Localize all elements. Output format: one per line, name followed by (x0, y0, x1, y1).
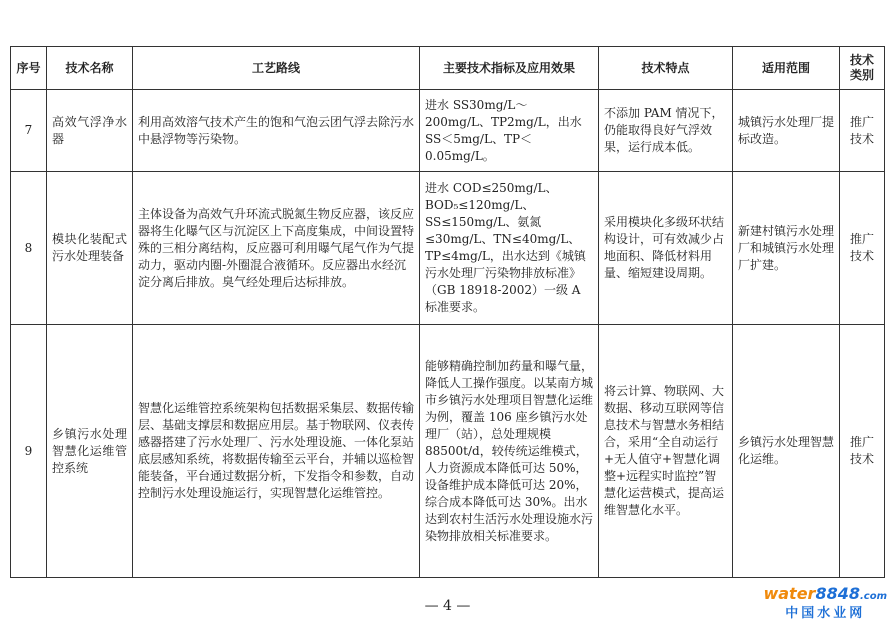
row-process: 利用高效溶气技术产生的饱和气泡云团气浮去除污水中悬浮物等污染物。 (133, 90, 420, 172)
row-scope: 新建村镇污水处理厂和城镇污水处理厂扩建。 (733, 172, 840, 325)
table-header-row (11, 47, 885, 90)
watermark-brand-num: 8848 (815, 584, 860, 603)
row-no: 8 (11, 172, 47, 325)
header-features: 技术特点 (599, 47, 733, 90)
row-indicators: 进水 COD≤250mg/L、BOD₅≤120mg/L、SS≤150mg/L、氨氮≤30mg/L、TN≤40mg/L、TP≤4mg/L，出水达到《城镇污水处理厂污染物排放标准》（GB 18918-2002）一级 A 标准要求。 (420, 172, 599, 325)
table-row (11, 172, 885, 325)
watermark-brand (763, 585, 887, 606)
row-features: 采用模块化多级环状结构设计，可有效减少占地面积、降低材料用量、缩短建设周期。 (599, 172, 733, 325)
header-process: 工艺路线 (133, 47, 420, 90)
row-process: 智慧化运维管控系统架构包括数据采集层、数据传输层、基础支撑层和数据应用层。基于物联网、仪表传感器搭建了污水处理厂、污水处理设施、一体化泵站底层感知系统，将数据传输至云平台，并辅以巡检智能装备，平台通过数据分析，下发指令和参数，自动控制污水处理设施运行，实现智慧化运维管控。 (133, 325, 420, 578)
watermark-brand-suffix: .com (859, 591, 887, 602)
header-no: 序号 (11, 47, 47, 90)
table-row (11, 90, 885, 172)
header-category: 技术类别 (840, 47, 885, 90)
table-row (11, 325, 885, 578)
row-indicators: 能够精确控制加药量和曝气量，降低人工操作强度。以某南方城市乡镇污水处理项目智慧化运维为例，覆盖 106 座乡镇污水处理厂（站），总处理规模 88500t/d，较传统运维模式，人力资源成本降低可达 50%，设备维护成本降低可达 20%，综合成本降低可达 30%。出水达到农村生活污水处理设施水污染物排放相关标准要求。 (420, 325, 599, 578)
row-indicators: 进水 SS30mg/L～200mg/L、TP2mg/L，出水 SS＜5mg/L、TP＜0.05mg/L。 (420, 90, 599, 172)
header-indicators: 主要技术指标及应用效果 (420, 47, 599, 90)
page-number: — 4 — (424, 598, 471, 614)
row-scope: 城镇污水处理厂提标改造。 (733, 90, 840, 172)
row-name: 模块化装配式污水处理装备 (47, 172, 133, 325)
technology-table (10, 46, 885, 578)
row-no: 9 (11, 325, 47, 578)
header-scope: 适用范围 (733, 47, 840, 90)
row-category: 推广技术 (840, 172, 885, 325)
row-category: 推广技术 (840, 325, 885, 578)
watermark-logo (763, 585, 887, 622)
row-features: 不添加 PAM 情况下，仍能取得良好气浮效果，运行成本低。 (599, 90, 733, 172)
row-category: 推广技术 (840, 90, 885, 172)
row-no: 7 (11, 90, 47, 172)
row-scope: 乡镇污水处理智慧化运维。 (733, 325, 840, 578)
watermark-brand-main: water (763, 584, 816, 603)
row-name: 乡镇污水处理智慧化运维管控系统 (47, 325, 133, 578)
header-name: 技术名称 (47, 47, 133, 90)
row-name: 高效气浮净水器 (47, 90, 133, 172)
row-process: 主体设备为高效气升环流式脱氮生物反应器，该反应器将生化曝气区与沉淀区上下高度集成，中间设置特殊的三相分离结构，反应器可利用曝气尾气作为气提动力，驱动内圈-外圈混合液循环。反应器出水经沉淀分离后排放。臭气经处理后达标排放。 (133, 172, 420, 325)
watermark-cn: 中国水业网 (785, 606, 866, 621)
row-features: 将云计算、物联网、大数据、移动互联网等信息技术与智慧水务相结合，采用“全自动运行+无人值守+智慧化调整+远程实时监控”智慧化运营模式，提高运维智慧化水平。 (599, 325, 733, 578)
